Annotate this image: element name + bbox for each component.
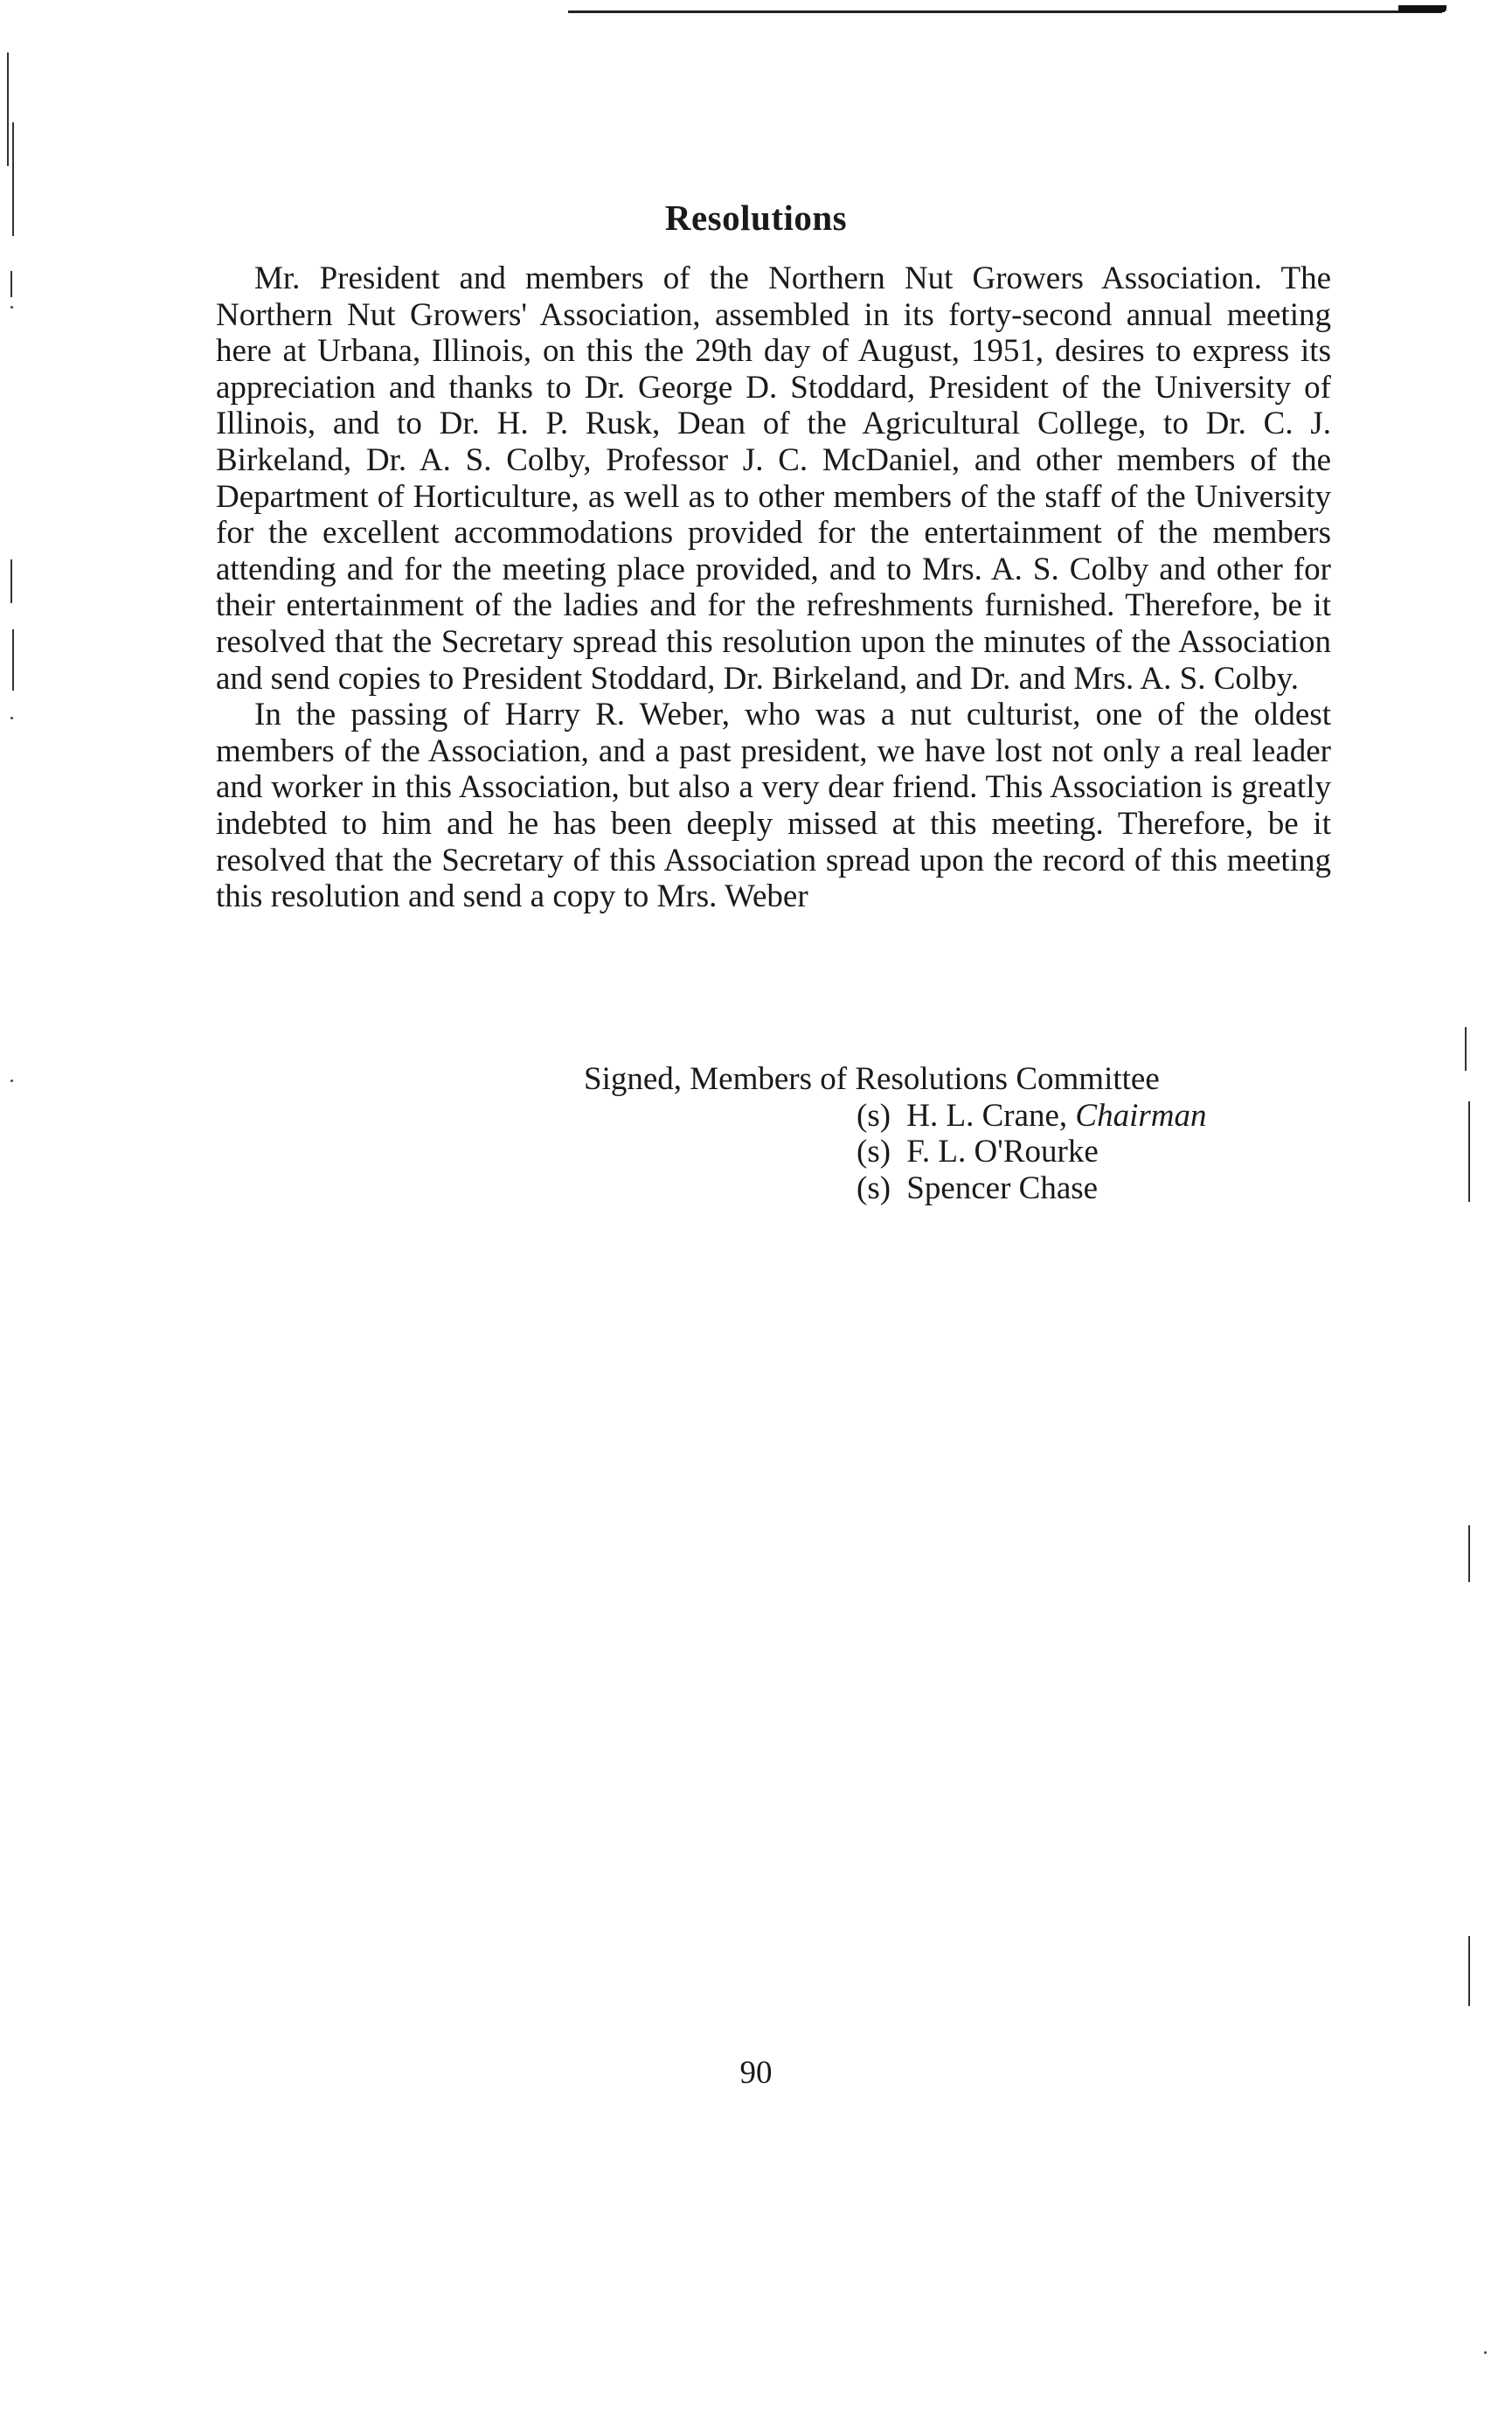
paragraph-thanks: Mr. President and members of the Northern Nut Growers Association. The Northern Nut Growers' Association, assembled in its forty-second annual meeting here at Urbana, Illinois, on this the 29th day of August, 1951, desires to express its appreciation and thanks to Dr. George D. Stoddard, President of the University of Illinois, and to Dr. H. P. Rusk, Dean of the Agricultural College, to Dr. C. J. Birkeland, Dr. A. S. Colby, Professor J. C. McDaniel, and other members of the Department of Horticulture, as well as to other members of the staff of the University for the excellent accommodations provided for the entertainment of the members attending and for the meeting place provided, and to Mrs. A. S. Colby and other for their entertainment of the ladies and for the refreshments furnished. Therefore, be it resolved that the Secretary spread this resolution upon the minutes of the Association and send copies to President Stoddard, Dr. Birkeland, and Dr. and Mrs. A. S. Colby. — [216, 260, 1331, 697]
paragraph-memorial: In the passing of Harry R. Weber, who was a nut culturist, one of the oldest members of the Association, and a past president, we have lost not only a real leader and worker in this Association, but also a very dear friend. This Association is greatly indebted to him and he has been deeply missed at this meeting. Therefore, be it resolved that the Secretary of this Association spread upon the record of this meeting this resolution and send a copy to Mrs. Weber — [216, 697, 1331, 915]
signed-line: Signed, Members of Resolutions Committee — [584, 1061, 1160, 1097]
page-number: 90 — [739, 2055, 773, 2091]
top-rule — [568, 10, 1442, 13]
margin-mark — [7, 52, 9, 166]
top-rule-end — [1398, 5, 1446, 12]
margin-mark — [1465, 1027, 1467, 1071]
body-text — [216, 260, 1331, 915]
margin-dot — [10, 717, 13, 719]
margin-mark — [12, 629, 14, 691]
margin-mark — [1468, 1101, 1470, 1202]
signer-row — [857, 1170, 1098, 1207]
signer-role: Chairman — [1075, 1097, 1207, 1134]
signature-mark: (s) — [857, 1097, 891, 1134]
page-title: Resolutions — [664, 198, 848, 238]
margin-mark — [1468, 1936, 1470, 2006]
signer-row — [857, 1134, 1099, 1170]
margin-mark — [10, 271, 12, 297]
signer-name: H. L. Crane, — [906, 1097, 1068, 1134]
signer-name: F. L. O'Rourke — [906, 1134, 1099, 1170]
signature-mark: (s) — [857, 1170, 891, 1206]
signer-row — [857, 1098, 1207, 1135]
signature-mark: (s) — [857, 1134, 891, 1170]
signer-name: Spencer Chase — [906, 1170, 1099, 1206]
margin-dot — [10, 1080, 13, 1082]
margin-dot — [1484, 2351, 1487, 2354]
margin-mark — [1468, 1525, 1470, 1582]
margin-mark — [10, 559, 12, 603]
margin-dot — [10, 306, 13, 309]
